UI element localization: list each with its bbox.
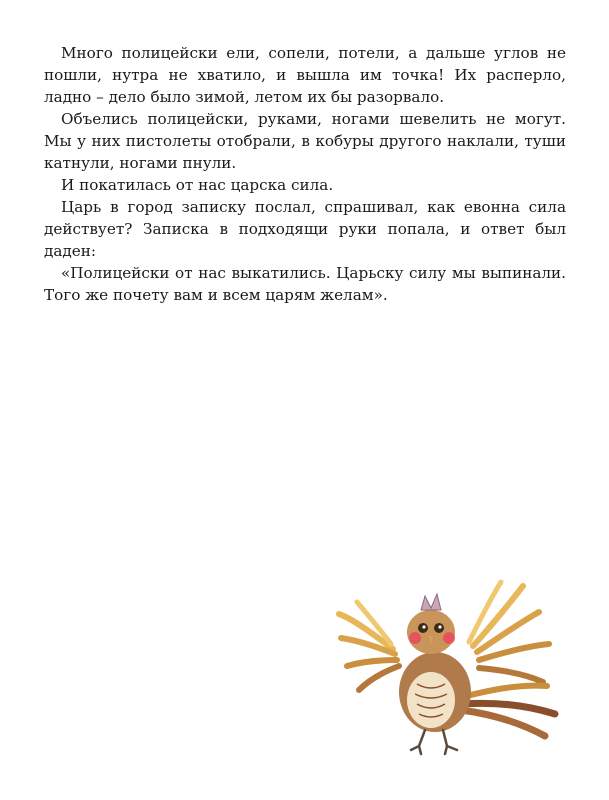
paragraph-4: Царь в город записку послал, спрашивал, как евонна сила действует? Записка в подходящи руки попала, и ответ был даден: bbox=[44, 198, 566, 260]
paragraph-5: «Полицейски от нас выкатились. Царьску силу мы выпинали. Того же почету вам и всем царям желам». bbox=[44, 264, 566, 304]
right-cheek bbox=[443, 632, 455, 644]
left-cheek bbox=[409, 632, 421, 644]
paragraph-1: Много полицейски ели, сопели, потели, а дальше углов не пошли, нутра не хватило, и вышла им точка! Их расперло, ладно – дело было зимой, летом их бы разорвало. bbox=[44, 44, 566, 106]
story-text bbox=[44, 42, 566, 306]
right-wing bbox=[469, 582, 549, 682]
paragraph-3: И покатилась от нас царска сила. bbox=[61, 176, 334, 194]
paragraph-2: Объелись полицейски, руками, ногами шевелить не могут. Мы у них пистолеты отобрали, в кобуры другого наклали, туши катнули, ногами пнули. bbox=[44, 110, 566, 172]
tail bbox=[459, 686, 555, 736]
bird-illustration bbox=[333, 574, 573, 764]
left-wing bbox=[339, 602, 399, 690]
bird-head bbox=[407, 610, 455, 654]
comb bbox=[421, 594, 441, 610]
